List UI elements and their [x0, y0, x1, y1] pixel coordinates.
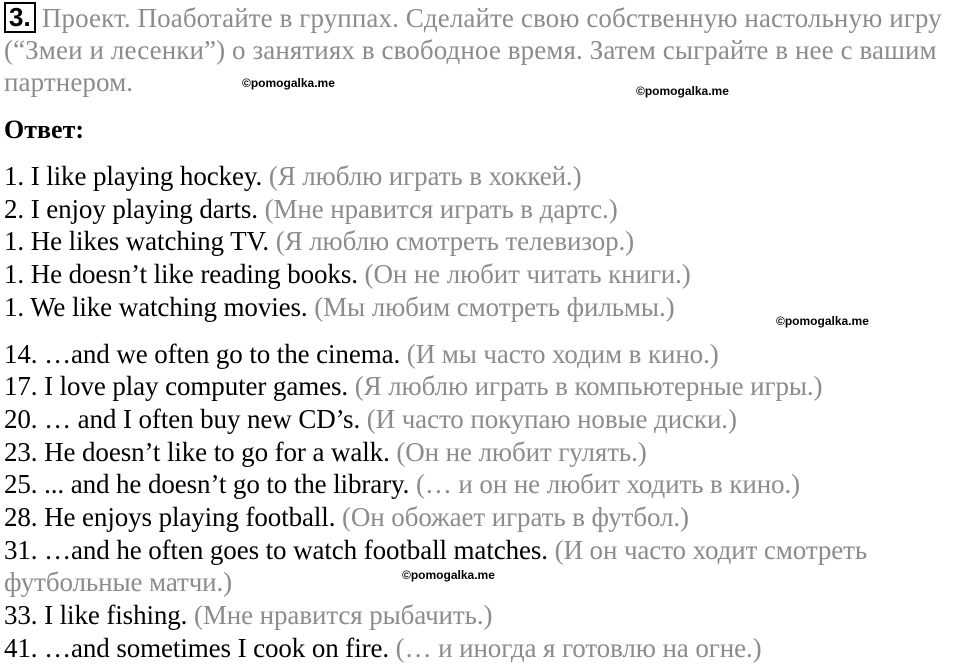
- answer-line: [4, 258, 954, 291]
- russian-translation: (И часто покупаю новые диски.): [366, 403, 737, 434]
- answer-heading: Ответ:: [4, 115, 85, 144]
- task-number: 3.: [4, 2, 36, 33]
- answer-line: [4, 403, 954, 436]
- answer-line: [4, 436, 954, 469]
- answer-line: [4, 468, 954, 501]
- english-sentence: 17. I love play computer games.: [4, 371, 349, 402]
- english-sentence: 28. He enjoys playing football.: [4, 502, 336, 533]
- english-sentence: 1. I like playing hockey.: [4, 161, 263, 191]
- answer-line: [4, 501, 954, 534]
- russian-translation: (Я люблю играть в хоккей.): [268, 161, 582, 191]
- answer-line: [4, 599, 954, 632]
- russian-translation: (Я люблю играть в компьютерные игры.): [354, 371, 823, 402]
- russian-translation: (Он не любит гулять.): [396, 436, 647, 467]
- english-sentence: 20. … and I often buy new CD’s.: [4, 403, 361, 434]
- english-sentence: 23. He doesn’t like to go for a walk.: [4, 436, 390, 467]
- english-sentence: 1. We like watching movies.: [4, 291, 308, 322]
- russian-translation: (… и он не любит ходить в кино.): [415, 469, 800, 500]
- answer-line: [4, 338, 954, 371]
- english-sentence: 14. …and we often go to the cinema.: [4, 338, 401, 369]
- answer-line: [4, 225, 954, 258]
- answer-line: [4, 632, 954, 665]
- watermark: ©pomogalka.me: [402, 568, 495, 582]
- russian-translation: (Мне нравится играть в дартс.): [264, 193, 618, 224]
- russian-translation: (… и иногда я готовлю на огне.): [395, 632, 762, 663]
- watermark: ©pomogalka.me: [776, 314, 869, 328]
- russian-translation: (Мы любим смотреть фильмы.): [314, 291, 675, 322]
- russian-translation: (Я люблю смотреть телевизор.): [275, 226, 635, 257]
- answer-line: [4, 160, 954, 193]
- english-sentence: 25. ... and he doesn’t go to the library.: [4, 469, 410, 500]
- english-sentence: 41. …and sometimes I cook on fire.: [4, 632, 390, 663]
- english-sentence: 2. I enjoy playing darts.: [4, 193, 258, 224]
- watermark: ©pomogalka.me: [636, 84, 729, 98]
- russian-translation: (И мы часто ходим в кино.): [406, 338, 719, 369]
- english-sentence: 1. He doesn’t like reading books.: [4, 259, 358, 290]
- russian-translation: (Он не любит читать книги.): [364, 259, 691, 290]
- english-sentence: 33. I like fishing.: [4, 600, 188, 631]
- answer-line: [4, 534, 954, 599]
- english-sentence: 31. …and he often goes to watch football matches.: [4, 534, 548, 565]
- russian-translation: (И он часто ходит смотреть футбольные матчи.): [4, 534, 868, 598]
- task-block: [4, 2, 954, 98]
- russian-translation: (Он обожает играть в футбол.): [342, 502, 689, 533]
- russian-translation: (Мне нравится рыбачить.): [194, 600, 493, 631]
- task-text: Проект. Поаботайте в группах. Сделайте свою собственную настольную игру (“Змеи и лесенки”) о занятиях в свободное время. Затем сыграйте в нее с вашим партнером.: [4, 3, 942, 97]
- answer-list: [4, 160, 954, 665]
- answer-line: [4, 370, 954, 403]
- answer-line: [4, 193, 954, 226]
- watermark: ©pomogalka.me: [242, 76, 335, 90]
- english-sentence: 1. He likes watching TV.: [4, 226, 270, 257]
